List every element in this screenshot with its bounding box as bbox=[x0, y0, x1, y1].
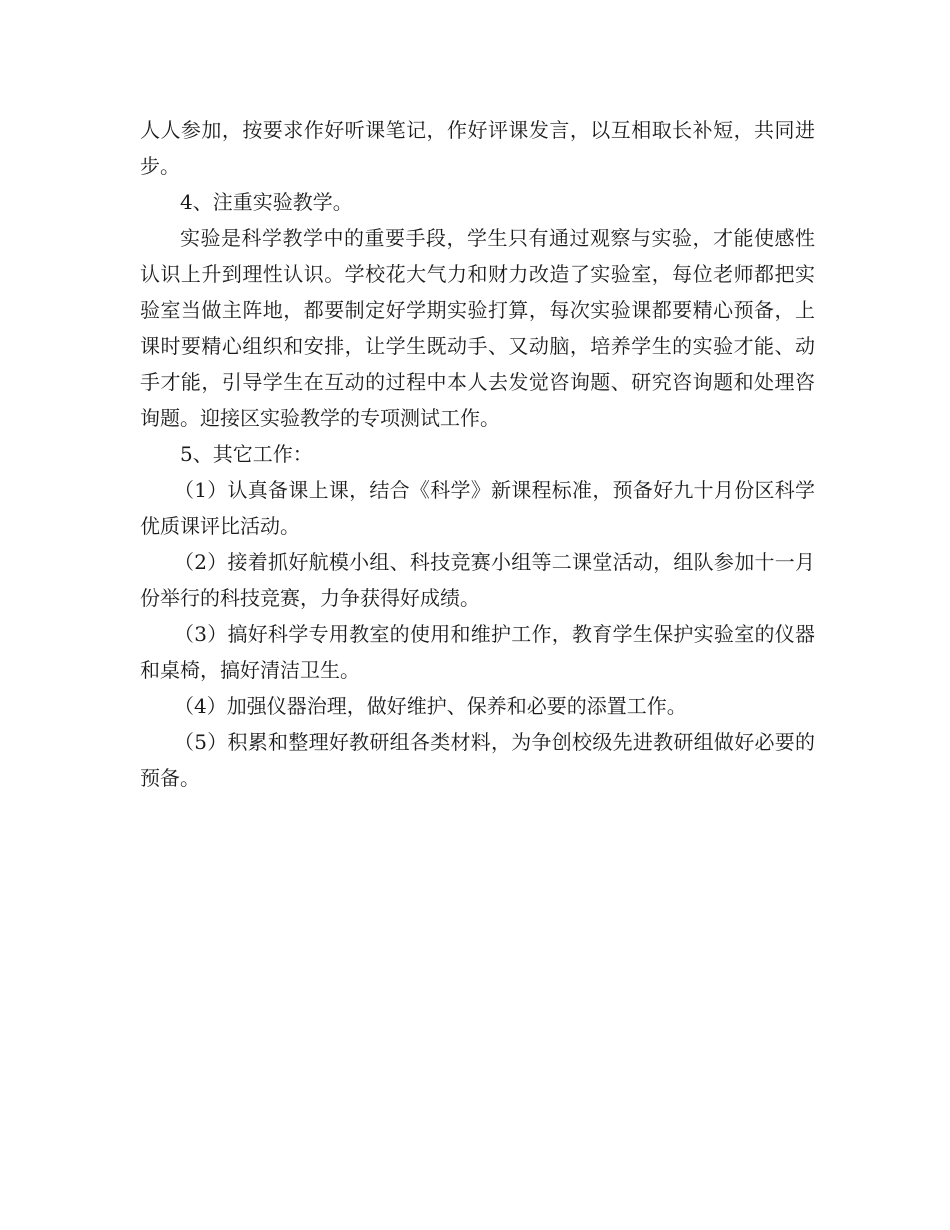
section-heading-4: 4、注重实验教学。 bbox=[180, 190, 353, 214]
paragraph-experiment-teaching: 实验是科学教学中的重要手段，学生只有通过观察与实验，才能使感性认识上升到理性认识。学校花大气力和财力改造了实验室，每位老师都把实验室当做主阵地，都要制定好学期实验打算，每次实验课都要精心预备，上课时要精心组织和安排，让学生既动手、又动脑，培养学生的实验才能、动手才能，引导学生在互动的过程中本人去发觉咨询题、研究咨询题和处理咨询题。迎接区实验教学的专项测试工作。 bbox=[140, 226, 815, 430]
section-heading-5: 5、其它工作： bbox=[180, 442, 313, 466]
list-item-2: （2）接着抓好航模小组、科技竞赛小组等二课堂活动，组队参加十一月份举行的科技竞赛，力争获得好成绩。 bbox=[140, 550, 815, 610]
paragraph-continuation: 人人参加，按要求作好听课笔记，作好评课发言，以互相取长补短，共同进步。 bbox=[140, 118, 815, 178]
list-item-4: （4）加强仪器治理，做好维护、保养和必要的添置工作。 bbox=[174, 694, 687, 718]
list-item-5: （5）积累和整理好教研组各类材料，为争创校级先进教研组做好必要的预备。 bbox=[140, 730, 815, 790]
list-item-1: （1）认真备课上课，结合《科学》新课程标准，预备好九十月份区科学优质课评比活动。 bbox=[140, 478, 815, 538]
document-body bbox=[140, 112, 815, 796]
list-item-3: （3）搞好科学专用教室的使用和维护工作，教育学生保护实验室的仪器和桌椅，搞好清洁卫生。 bbox=[140, 622, 815, 682]
